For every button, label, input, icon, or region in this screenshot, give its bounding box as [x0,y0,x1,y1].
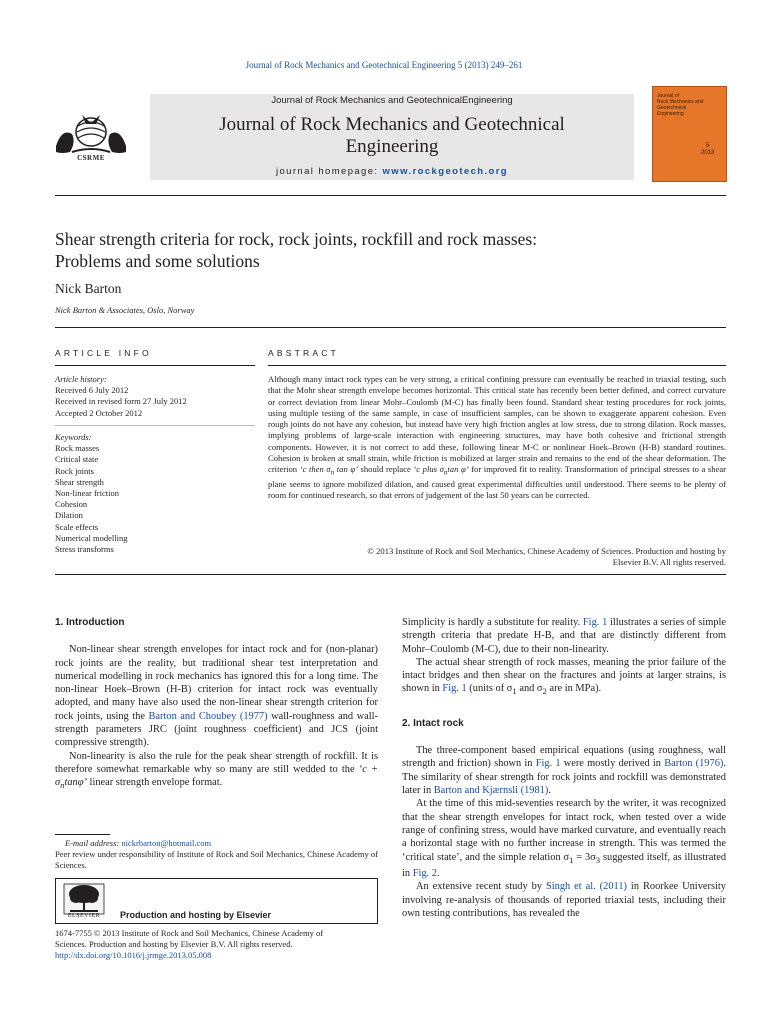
homepage-link[interactable]: www.rockgeotech.org [382,166,509,177]
issn-line: Sciences. Production and hosting by Elsevier B.V. All rights reserved. [55,939,293,950]
peer-review-note: Peer review under responsibility of Institute of Rock and Soil Mechanics, Chinese Academy of Sciences. [55,849,378,871]
keyword-item: Cohesion [55,499,88,510]
cover-title [657,93,723,117]
text-segment: are in MPa). [546,683,602,695]
text-segment: . [548,785,551,797]
article-history [55,374,255,419]
paragraph [402,616,726,656]
criterion-2-sub: n [443,468,448,477]
text-segment: linear strength envelope format. [86,777,223,789]
text-segment: were mostly derived in [560,758,665,770]
email-line [55,838,378,849]
text-segment: and σ [516,683,543,695]
cover-title-line: Rock Mechanics and [657,99,704,105]
journal-title-line1: Journal of Rock Mechanics and Geotechnical [219,114,565,135]
text-segment: = 3σ [573,851,596,863]
footnote [55,838,378,872]
cover-year: 2013 [701,150,715,156]
cover-issue [701,143,714,157]
cover-title-line: Geotechnical [657,105,687,111]
criterion-2 [413,464,469,477]
keyword-item: Rock joints [55,465,94,476]
text-segment: wall-roughness and wall-strength parameters JRC (joint roughness coefficient) and JCS (joint compressive strength). [55,710,378,749]
text-segment: Non-linear shear strength envelopes for intact rock and for (non-planar) rock joints are the reality, but traditional shear test interpretation and numerical modelling in rock mechanics has ignored this for a long time. The non-linear Hoek–Brown (H-B) criterion for intact rock was eventually adopted, and many have also used the non-linear shear strength criterion for rock joints, using the [55,644,378,722]
text-segment: Simplicity is hardly a substitute for reality. [402,617,583,628]
footnote-rule [55,834,110,835]
abstract-heading: ABSTRACT [268,348,339,358]
keyword-item: Numerical modelling [55,532,128,543]
body-column-left [55,616,378,793]
abstract-bottom-rule [55,574,726,575]
criterion-1-end: tan φ’ [334,464,358,474]
copyright-line: Elsevier B.V. All rights reserved. [612,557,726,568]
abstract-segment: for improved fit to reality. Transformation of principal stresses to a shear plane seems to ignore mobilized dilation, and caused great experimental difficulties until understood. There seems to be plenty of room for continued research, so that errors of judgement of the last 50 years can be corrected. [268,464,727,501]
author-affiliation: Nick Barton & Associates, Oslo, Norway [55,305,195,315]
subscript: 1 [512,686,517,697]
subscript: 3 [595,854,601,865]
cover-issue-number: 5 [706,143,710,149]
text-segment: suggested itself, as illustrated in [402,851,727,879]
text-segment: The actual shear strength of rock masses, meaning the prior failure of the intact bridges and then shear on the fractures and joints at larger strains, is shown in [402,656,726,695]
abstract-rule [268,365,726,366]
copyright-line: © 2013 Institute of Rock and Soil Mechanics, Chinese Academy of Sciences. Production and hosting by [367,546,726,556]
keywords-list [55,432,255,555]
criterion-2-end: tan φ’ [447,464,469,474]
section-heading-introduction: 1. Introduction [55,617,125,628]
criterion-1 [299,464,358,477]
homepage-label: journal homepage: [275,166,383,177]
journal-cover-image[interactable] [652,86,727,182]
abstract-text [268,374,726,501]
title-rule [55,327,726,328]
doi-link[interactable]: http://dx.doi.org/10.1016/j.jrmge.2013.05.008 [55,950,212,961]
abstract-segment: Although many intact rock types can be very strong, a critical confining pressure can eventually be reached in triaxial testing, such that the Mohr shear strength envelope becomes horizontal. This critical state has recently been better defined, and correct curvature or correct deviation from linear Mohr–Coulomb (M-C) has finally been found. Standard shear testing procedures for rock joints, using multiple testing of the same sample, in case of insufficient samples, can be shown to exaggerate apparent cohesion. Even rough joints do not have any cohesion, but instead have very high friction angles at low stress, due to strong dilation. Rock masses, implying problems of large-scale interaction with engineering structures, may have both cohesive and frictional strength components. However, it is not correct to add these, following linear M-C or nonlinear Hoek–Brown (H-B) standard routines. Cohesion is broken at small strain, while friction is mobilized at larger strain and remains to the end of the shear deformation. The criterion [268,374,726,474]
abstract-copyright [268,546,726,569]
paragraph [55,643,378,749]
reference-link[interactable]: Singh et al. (2011) [545,881,627,893]
cover-title-line: Engineering [657,111,684,117]
subscript: 1 [569,854,574,865]
formula-part: tanφ’ [64,777,87,789]
journal-title-line2: Engineering [345,136,439,157]
paragraph [402,797,726,880]
text-segment: in Roorkee University involving re-analysis of thousands of reported triaxial tests, including their own testing contributions, has revealed the [402,881,726,919]
masthead-subtitle: Journal of Rock Mechanics and GeotechnicalEngineering [271,95,513,106]
keywords-rule [55,425,255,426]
journal-homepage [150,166,634,177]
criterion-2-text: ‘c plus σ [413,464,444,474]
email-link[interactable]: nickrbarton@hotmail.com [121,838,212,848]
formula-part: ‘c + σ [55,763,378,789]
keywords-label: Keywords: [55,432,92,442]
keyword-item: Dilation [55,510,83,521]
figure-link[interactable]: Fig. 1 [535,758,561,770]
keyword-item: Critical state [55,454,99,465]
history-item: Accepted 2 October 2012 [55,407,143,418]
keyword-item: Shear strength [55,476,104,487]
keyword-item: Stress transforms [55,544,114,555]
text-segment: Non-linearity is also the rule for the peak shear strength of rockfill. It is therefore somewhat remarkable why so many are still wedded to the [55,750,378,775]
issn-block [55,928,378,962]
journal-title [150,114,634,158]
history-item: Received in revised form 27 July 2012 [55,396,187,407]
figure-link[interactable]: Fig. 1 [442,683,467,695]
header-rule [55,195,726,196]
formula-sub: n [60,780,65,791]
text-segment: (units of σ [466,683,513,695]
section-heading-intact-rock: 2. Intact rock [402,717,464,729]
paragraph [55,750,378,793]
paragraph [402,880,726,920]
logo-text: CSRME [77,154,105,162]
criterion-1-sub: n [330,468,335,477]
text-segment: At the time of this mid-seventies research by the writer, it was recognized that the shear strength envelopes for intact rock, when tested over a wide range of confining stress, would have marked curvature, and eventually reach a horizontal stage with no further increase in strength. This was termed the ‘critical state’, and the simple relation σ [402,798,726,863]
abstract-segment: should replace [357,464,414,474]
text-segment: . The similarity of shear strength for rock joints and rockfill was demonstrated later in [402,758,726,797]
text-segment: An extensive recent study by [416,881,546,893]
article-history-label: Article history: [55,374,107,384]
reference-link[interactable]: Barton and Kjærnsli (1981) [433,785,549,797]
subscript: 2 [542,686,547,697]
author-name: Nick Barton [55,281,122,296]
text-segment: . [436,867,440,879]
article-info-heading: ARTICLE INFO [55,348,152,358]
keyword-item: Scale effects [55,521,99,532]
article-info-rule [55,365,255,366]
reference-link[interactable]: Barton (1976) [664,758,724,770]
keyword-item: Rock masses [55,443,100,454]
text-segment: illustrates a series of simple strength criteria that predate H-B, and that are distinctly different from Mohr–Coulomb (M-C), due to their non-linearity. [402,617,726,655]
history-item: Received 6 July 2012 [55,385,129,396]
journal-citation-link[interactable]: Journal of Rock Mechanics and Geotechnical Engineering 5 (2013) 249–261 [245,60,523,70]
article-title [55,228,695,272]
keyword-item: Non-linear friction [55,488,119,499]
figure-link[interactable]: Fig. 2 [412,867,437,879]
body-column-right [402,616,726,920]
email-label: E-mail address: [65,838,122,848]
figure-link[interactable]: Fig. 1 [582,617,608,628]
text-segment: The three-component based empirical equations (using roughness, wall strength and friction) shown in [402,745,726,770]
cover-title-line: Journal of [657,93,679,99]
issn-line: 1674-7755 © 2013 Institute of Rock and Soil Mechanics, Chinese Academy of [55,928,324,938]
paragraph [402,656,726,699]
article-title-line2: Problems and some solutions [55,251,260,271]
criterion-1-text: ‘c then σ [299,464,331,474]
paragraph [402,744,726,797]
elsevier-wordmark: ELSEVIER [67,913,101,919]
reference-link[interactable]: Barton and Choubey (1977) [148,710,268,722]
article-title-line1: Shear strength criteria for rock, rock joints, rockfill and rock masses: [55,229,538,249]
hosting-statement: Production and hosting by Elsevier [120,910,272,920]
